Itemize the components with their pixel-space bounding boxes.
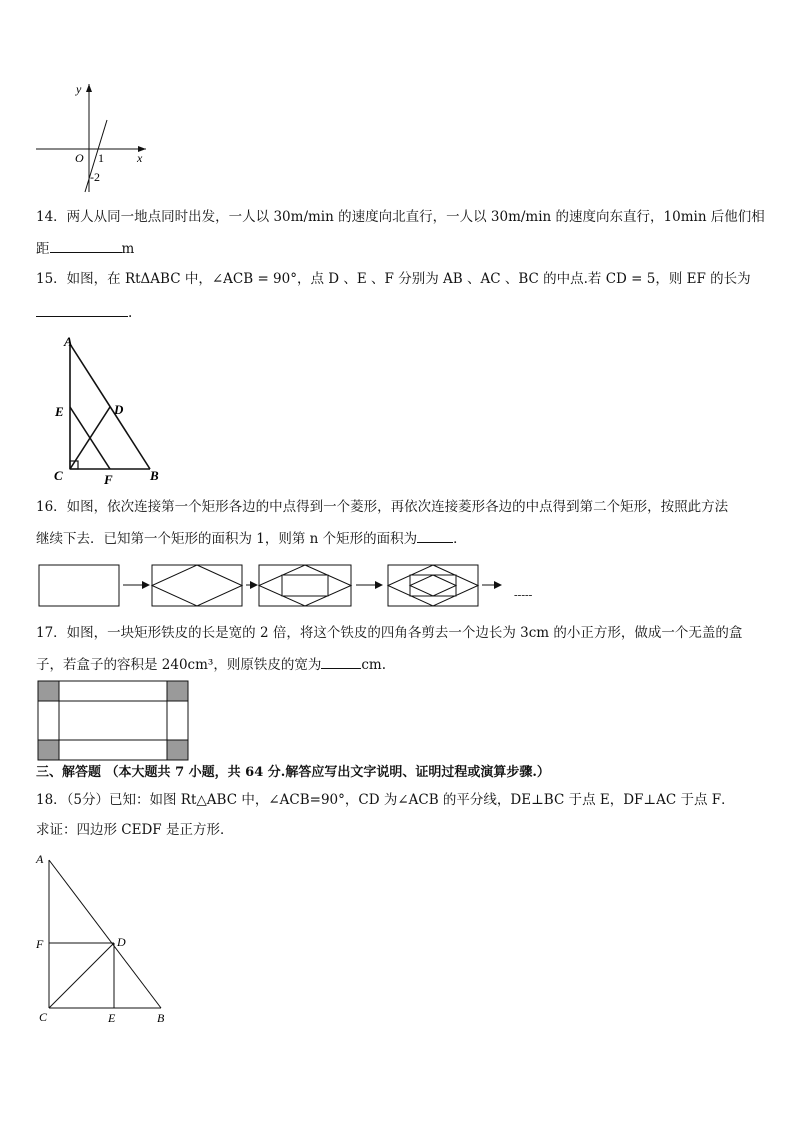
q16-continuation-dots: ----- <box>514 589 533 601</box>
question-18-line1: 18．（5分）已知：如图 Rt△ABC 中，∠ACB=90°，CD 为∠ACB 的平分线，DE⊥BC 于点 E，DF⊥AC 于点 F． <box>36 792 735 808</box>
q15-label-D: D <box>114 402 124 417</box>
q18-triangle-figure <box>30 850 180 1030</box>
question-17-line2 <box>36 654 758 675</box>
q16-answer-blank <box>417 528 453 543</box>
q15-label-E: E <box>55 404 64 419</box>
line-graph-figure <box>34 80 154 195</box>
q17-sheet-figure <box>36 680 192 762</box>
q17-unit: cm. <box>361 657 386 673</box>
x-axis-label: x <box>137 151 143 165</box>
section-3-title: 三、解答题 <box>36 765 102 780</box>
q17-answer-blank <box>321 654 361 669</box>
section-3-note: （本大题共 7 小题，共 64 分.解答应写出文字说明、证明过程或演算步骤.） <box>105 765 550 780</box>
question-16-line1: 16．如图，依次连接第一个矩形各边的中点得到一个菱形，再依次连接菱形各边的中点得到第二个矩形，按照此方法 <box>36 499 729 515</box>
question-14-line2 <box>36 238 758 259</box>
q15-label-B: B <box>150 468 159 483</box>
q15-label-C: C <box>54 468 63 483</box>
origin-label: O <box>75 151 84 165</box>
tick-label-neg2: -2 <box>90 170 100 184</box>
q15-tail: . <box>128 305 133 321</box>
y-axis-label: y <box>76 82 82 96</box>
section-3-heading <box>36 763 758 783</box>
q14-unit: m <box>121 241 135 257</box>
question-17-line1 <box>36 623 758 643</box>
q18-label-E: E <box>108 1011 116 1025</box>
q16-prefix: 继续下去．已知第一个矩形的面积为 1，则第 n 个矩形的面积为 <box>36 531 418 547</box>
q14-prefix: 距 <box>36 241 50 257</box>
q18-label-F: F <box>36 937 44 951</box>
q18-label-D: D <box>117 935 126 949</box>
q15-label-F: F <box>104 472 113 487</box>
q17-text: 17．如图，一块矩形铁皮的长是宽的 2 倍，将这个铁皮的四角各剪去一个边长为 3cm 的小正方形，做成一个无盖的盒 <box>36 625 743 641</box>
tick-label-1: 1 <box>98 151 104 165</box>
question-18-line2: 求证：四边形 CEDF 是正方形． <box>36 822 234 838</box>
q16-suffix: ． <box>453 531 467 547</box>
question-16-line2 <box>36 528 758 549</box>
q18-label-A: A <box>36 852 44 866</box>
question-14-line1: 14．两人从同一地点同时出发，一人以 30m/min 的速度向北直行，一人以 30m/min 的速度向东直行，10min 后他们相 <box>36 209 765 225</box>
question-15-line2 <box>36 302 758 323</box>
question-15-line1: 15．如图，在 RtΔABC 中，∠ACB = 90°，点 D 、E 、F 分别为 AB 、AC 、BC 的中点.若 CD = 5，则 EF 的长为 <box>36 271 751 287</box>
q15-triangle-figure <box>50 332 170 487</box>
q14-answer-blank <box>50 238 122 253</box>
q18-label-C: C <box>39 1010 48 1024</box>
q15-answer-blank <box>36 302 128 317</box>
q15-label-A: A <box>64 334 73 349</box>
q18-label-B: B <box>157 1011 165 1025</box>
q16-rectangles-figure <box>36 560 556 612</box>
q17-prefix: 子，若盒子的容积是 240cm³，则原铁皮的宽为 <box>36 657 322 673</box>
